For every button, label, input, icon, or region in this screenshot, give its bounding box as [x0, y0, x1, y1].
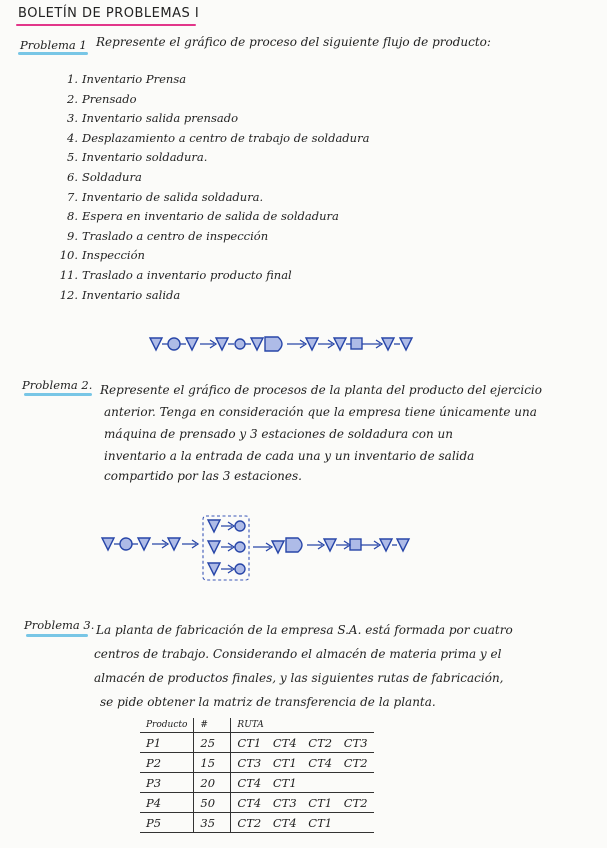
column-header: # — [194, 718, 231, 733]
inventory-triangle-icon — [251, 338, 263, 350]
inventory-triangle-icon — [138, 538, 150, 550]
transport-arrow-icon — [336, 541, 350, 549]
inspection-square-icon — [351, 338, 362, 349]
problem1-highlight — [18, 52, 88, 55]
inventory-triangle-icon — [382, 338, 394, 350]
inventory-triangle-icon — [272, 541, 284, 553]
problem3-line-3: almacén de productos finales, y las siguientes rutas de fabricación, — [94, 671, 504, 685]
inventory-triangle-icon — [208, 541, 220, 553]
transport-arrow-icon — [362, 340, 382, 348]
inventory-triangle-icon — [324, 539, 336, 551]
problem3-line-4: se pide obtener la matriz de transferencia de la planta. — [100, 695, 436, 709]
transport-arrow-icon — [200, 340, 216, 348]
inventory-triangle-icon — [186, 338, 198, 350]
list-item: 10. Inspección — [59, 248, 145, 263]
table-row: P4 50 CT4 CT3 CT1 CT2 — [140, 793, 374, 813]
inventory-triangle-icon — [306, 338, 318, 350]
problem2-line-4: inventario a la entrada de cada una y un inventario de salida — [104, 449, 475, 463]
transport-arrow-icon — [318, 340, 334, 348]
table-row: P3 20 CT4 CT1 — [140, 773, 374, 793]
delay-d-icon — [265, 337, 282, 351]
title-underline — [16, 24, 196, 26]
page-title: BOLETÍN DE PROBLEMAS I — [18, 6, 200, 21]
table-row: P5 35 CT2 CT4 CT1 — [140, 813, 374, 833]
problem3-line-1: La planta de fabricación de la empresa S.A. está formada por cuatro — [96, 623, 513, 637]
problem3-label: Problema 3. — [24, 618, 95, 632]
inventory-triangle-icon — [216, 338, 228, 350]
column-header: Producto — [140, 718, 194, 733]
inspection-square-icon — [350, 539, 361, 550]
routes-table — [140, 718, 374, 833]
inventory-triangle-icon — [208, 563, 220, 575]
problem1-label: Problema 1 — [20, 38, 87, 52]
problem2-label: Problema 2. — [22, 378, 93, 392]
list-item: 2. Prensado — [67, 91, 137, 106]
operation-circle-icon — [235, 339, 245, 349]
process-flow-diagram-1 — [148, 334, 448, 356]
inventory-triangle-icon — [102, 538, 114, 550]
problem2-line-5: compartido por las 3 estaciones. — [104, 469, 302, 483]
transport-arrow-icon — [287, 340, 306, 348]
operation-circle-icon — [168, 338, 180, 350]
inventory-triangle-icon — [168, 538, 180, 550]
problem2-line-3: máquina de prensado y 3 estaciones de soldadura con un — [104, 427, 453, 441]
list-item: 1. Inventario Prensa — [67, 72, 187, 86]
transport-arrow-icon — [182, 540, 198, 548]
transport-arrow-icon — [361, 541, 380, 549]
list-item: 3. Inventario salida prensado — [67, 111, 238, 126]
transport-arrow-icon — [307, 541, 324, 549]
list-item: 8. Espera en inventario de salida de soldadura — [67, 209, 339, 224]
transport-arrow-icon — [253, 543, 272, 551]
operation-circle-icon — [120, 538, 132, 550]
inventory-triangle-icon — [334, 338, 346, 350]
problem2-highlight — [24, 393, 92, 396]
operation-circle-icon — [235, 564, 245, 574]
column-header: RUTA — [231, 718, 374, 733]
problem3-highlight — [26, 634, 88, 637]
operation-circle-icon — [235, 521, 245, 531]
list-item: 11. Traslado a inventario producto final — [59, 267, 292, 282]
inventory-triangle-icon — [400, 338, 412, 350]
list-item: 7. Inventario de salida soldadura. — [67, 189, 264, 204]
table-header-row — [140, 718, 374, 733]
delay-d-icon — [286, 538, 302, 552]
problem2-line-2: anterior. Tenga en consideración que la empresa tiene únicamente una — [104, 405, 537, 419]
problem3-line-2: centros de trabajo. Considerando el almacén de materia prima y el — [94, 647, 502, 661]
problem2-line-1: Represente el gráfico de procesos de la planta del producto del ejercicio — [100, 383, 542, 397]
transport-arrow-icon — [152, 540, 168, 548]
inventory-triangle-icon — [208, 520, 220, 532]
list-item: 5. Inventario soldadura. — [67, 150, 208, 165]
operation-circle-icon — [235, 542, 245, 552]
table-row: P2 15 CT3 CT1 CT4 CT2 — [140, 753, 374, 773]
inventory-triangle-icon — [397, 539, 409, 551]
list-item: 12. Inventario salida — [59, 287, 181, 302]
list-item: 6. Soldadura — [67, 169, 142, 184]
process-flow-diagram-2 — [100, 512, 420, 584]
problem1-step-list — [56, 70, 369, 305]
inventory-triangle-icon — [150, 338, 162, 350]
list-item: 4. Desplazamiento a centro de trabajo de soldadura — [67, 130, 370, 145]
table-row: P1 25 CT1 CT4 CT2 CT3 — [140, 733, 374, 753]
inventory-triangle-icon — [380, 539, 392, 551]
problem1-statement: Represente el gráfico de proceso del siguiente flujo de producto: — [96, 35, 491, 49]
list-item: 9. Traslado a centro de inspección — [67, 228, 269, 243]
